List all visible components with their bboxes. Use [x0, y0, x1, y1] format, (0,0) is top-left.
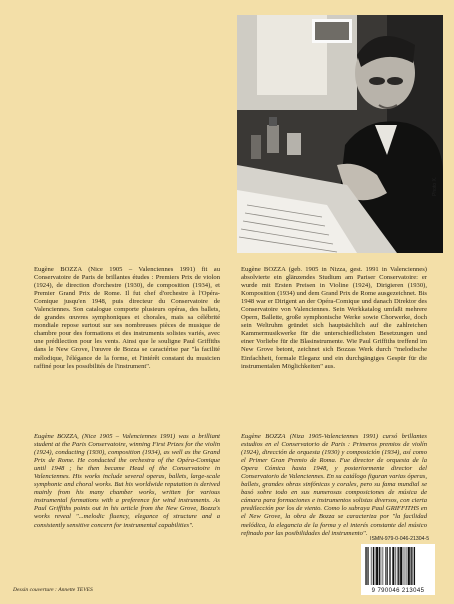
- barcode-bar: [412, 547, 413, 585]
- biography-german: Eugène BOZZA (geb. 1905 in Nizza, gest. 1991 in Valenciennes) absolvierte ein glänzendes Studium am Pariser Conservatoire: er wurde mit Ersten Preisen in Violine (1924), Dirigieren (1930), Komposition (1934) und dem Grand Prix de Rome ausgezeichnet. Bis 1948 war er Dirigent an der Opéra-Comique und danach Direktor des Conservatoire von Valenciennes. Sein Werkkatalog umfaßt mehrere Opern, Ballette, große symphonische Werke sowie Chorwerke, doch sein Weltruhm gründet sich hauptsächlich auf die zahlreichen Kammermusikwerke für die unterschiedlichsten Besetzungen und einer Vorliebe für die Blasinstrumente. Wie Paul Griffiths treffend im New Grove betont, zeichnet sich Bozzas Werk durch "melodische Einfachheit, formale Eleganz und ein durchgängiges Gespür für die instrumentalen Möglichkeiten" aus.: [241, 266, 427, 370]
- barcode-bar: [376, 547, 378, 585]
- barcode-bar: [403, 547, 404, 585]
- barcode-bar: [386, 547, 387, 585]
- barcode-bar: [381, 547, 382, 585]
- barcode-bar: [383, 547, 384, 585]
- barcode-bar: [411, 547, 412, 585]
- barcode-bar: [414, 547, 415, 585]
- composer-photo: [237, 15, 443, 253]
- barcode-bar: [397, 547, 398, 585]
- biography-spanish: Eugène BOZZA (Niza 1905-Valenciennes 1991) cursó brillantes estudios en el Conservatorio de Paris : Primeros premios de violín (1924), dirección de orquesta (1930) y composición (1934), así como el Primer Gran Premio de Roma. Fue director de orquesta de la Opera Cómica hasta 1948, y posteriormente director del Conservatorio de Valenciennes. En su catálogo figuran varias óperas, ballets, grandes obras sinfónicas y corales, pero su fama mundial se basó sobre todo en sus numerosas composiciones de música de cámara para formaciones e instrumentos solistas diversos, con cierta predilección por los de viento. Como lo subraya Paul GRIFFITHS en el New Grove, la obra de Bozza se caracteriza por "la facilidad melódica, la elegancia de la forma y el interés constante del músico refinado por las posibilidades del instrumento".: [241, 433, 427, 537]
- barcode-bar: [368, 547, 369, 585]
- cover-design-credit: Dessin couverture : Annette TEVES: [13, 587, 93, 593]
- barcode-bar: [366, 547, 367, 585]
- barcode-bars: [361, 544, 435, 588]
- biography-english: Eugène BOZZA, (Nice 1905 – Valenciennes 1991) was a brilliant student at the Paris Conservatoire, winning First Prizes for the violin (1924), conducting (1930), composition (1934), as well as the Grand Prix de Rome. He conducted the orchestra of the Opéra-Comique until 1948 ; he then became Head of the Conservatoire in Valenciennes. His works include several operas, ballets, large-scale symphonic and choral works. But his worldwide reputation is derived mainly from his many chamber works, written for various instrumental formations with a preference for wind instruments. As Paul Griffiths points out in his article from the New Grove, Bozza's works reveal "...melodic fluency, elegance of structure and a consistently sensitive concern for instrumental capabilities".: [34, 433, 220, 529]
- barcode-bar: [405, 547, 406, 585]
- barcode-bar: [389, 547, 390, 585]
- barcode-bar: [408, 547, 410, 585]
- barcode-bar: [400, 547, 402, 585]
- composer-photo-image: [237, 15, 443, 253]
- barcode-bar: [392, 547, 394, 585]
- barcode-bar: [395, 547, 396, 585]
- barcode-bar: [398, 547, 399, 585]
- barcode-bar: [379, 547, 380, 585]
- barcode-bar: [385, 547, 386, 585]
- ismn-number: ISMN-979-0-046-21304-5: [370, 536, 430, 542]
- biography-french: Eugène BOZZA (Nice 1905 – Valenciennes 1991) fit au Conservatoire de Paris de brillantes études : Premiers Prix de violon (1924), de direction d'orchestre (1930), de composition (1934), et Premier Grand Prix de Rome. Il fut chef d'orchestre à l'Opéra-Comique jusqu'en 1948, puis directeur du Conservatoire de Valenciennes. Son catalogue comporte plusieurs opéras, des ballets, de grandes œuvres symphoniques et chorales, mais sa célébrité mondiale repose surtout sur ses nombreuses pièces de musique de chambre pour des formations et des instruments solistes variés, avec une prédilection pour les vents. Ainsi que le souligne Paul Griffiths dans le New Grove, l'œuvre de Bozza se caractérise par "la facilité mélodique, l'élégance de la forme, et l'intérêt constant du musicien raffiné pour les possibilités de l'instrument".: [34, 266, 220, 370]
- barcode-bar: [407, 547, 408, 585]
- barcode-bar: [373, 547, 374, 585]
- barcode-bar: [390, 547, 391, 585]
- barcode-number: 9 790046 213045: [361, 587, 435, 595]
- barcode: [361, 544, 435, 588]
- photo-credit: Photo X.: [432, 176, 438, 196]
- barcode-bar: [371, 547, 372, 585]
- barcode-bar: [375, 547, 376, 585]
- barcode-bar: [365, 547, 366, 585]
